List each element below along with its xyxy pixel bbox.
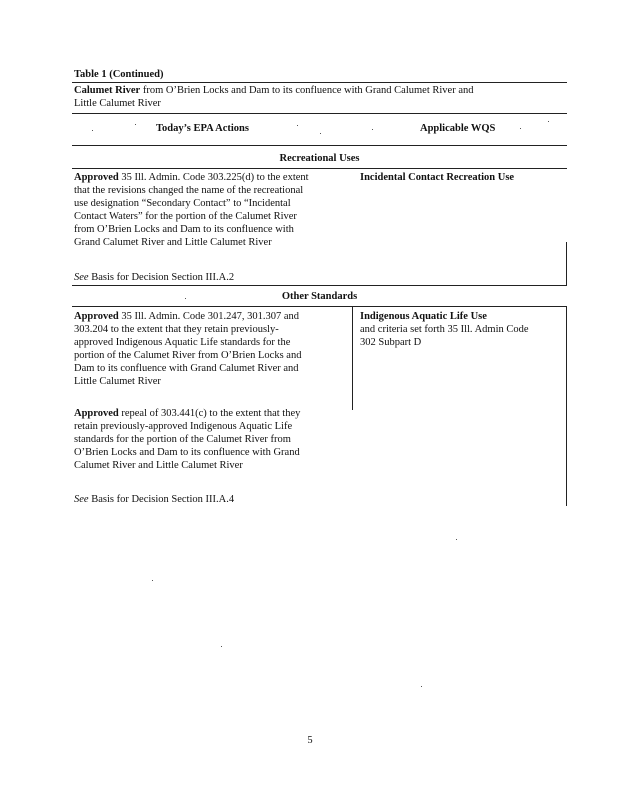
wqs-line: and criteria set forth 35 Ill. Admin Code (360, 324, 529, 335)
water-body-description: from O’Brien Locks and Dam to its confluence with Grand Calumet River and (140, 85, 474, 96)
divider (72, 113, 567, 114)
action-line: Calumet River and Little Calumet River (74, 460, 243, 471)
divider (72, 82, 567, 83)
other-basis: See Basis for Decision Section III.A.4 (74, 494, 235, 505)
action-line: use designation “Secondary Contact” to “Incidental (74, 198, 291, 209)
divider (72, 168, 567, 169)
section-title-recreational: Recreational Uses (279, 153, 360, 164)
divider (72, 145, 567, 146)
approved-label: Approved (74, 311, 119, 322)
action-line: Little Calumet River (74, 376, 161, 387)
other-wqs (360, 310, 565, 349)
action-line: Grand Calumet River and Little Calumet River (74, 237, 272, 248)
scan-speck (92, 130, 93, 131)
scan-speck (520, 128, 521, 129)
page-number: 5 (307, 735, 313, 746)
divider (72, 306, 567, 307)
column-divider (352, 306, 353, 410)
action-line: portion of the Calumet River from O’Brien Locks and (74, 350, 302, 361)
action-line: Contact Waters” for the portion of the Calumet River (74, 211, 297, 222)
other-action-2 (74, 407, 349, 472)
approved-label: Approved (74, 172, 119, 183)
approved-label: Approved (74, 408, 119, 419)
scan-speck (372, 129, 373, 130)
divider (72, 285, 567, 286)
recreational-wqs: Incidental Contact Recreation Use (360, 172, 515, 183)
action-line: 303.204 to the extent that they retain previously- (74, 324, 279, 335)
scan-speck (421, 686, 422, 687)
scan-speck (135, 124, 136, 125)
table-border (566, 242, 567, 286)
action-line: that the revisions changed the name of the recreational (74, 185, 304, 196)
recreational-action (74, 171, 349, 249)
scan-speck (185, 298, 186, 299)
action-line: Dam to its confluence with Grand Calumet River and (74, 363, 299, 374)
table-border (566, 306, 567, 506)
recreational-basis: See Basis for Decision Section III.A.2 (74, 272, 235, 283)
action-line: Approved 35 Ill. Admin. Code 301.247, 301.307 and (74, 311, 299, 322)
see-label: See (74, 272, 89, 283)
scan-speck (456, 539, 457, 540)
action-line: retain previously-approved Indigenous Aquatic Life (74, 421, 293, 432)
table-heading: Table 1 (Continued) (74, 69, 164, 80)
action-line: Approved repeal of 303.441(c) to the extent that they (74, 408, 301, 419)
scan-speck (297, 125, 298, 126)
water-body-name: Calumet River (74, 85, 141, 96)
see-label: See (74, 494, 89, 505)
action-line: standards for the portion of the Calumet River from (74, 434, 291, 445)
wqs-title: Indigenous Aquatic Life Use (360, 311, 487, 322)
action-line: approved Indigenous Aquatic Life standards for the (74, 337, 291, 348)
scan-speck (548, 121, 549, 122)
action-line: from O’Brien Locks and Dam to its confluence with (74, 224, 294, 235)
action-line: Approved 35 Ill. Admin. Code 303.225(d) to the extent (74, 172, 309, 183)
other-action-1 (74, 310, 349, 388)
section-title-other: Other Standards (281, 291, 358, 302)
water-body-line2: Little Calumet River (74, 98, 161, 109)
action-line: O’Brien Locks and Dam to its confluence with Grand (74, 447, 300, 458)
column-header-wqs: Applicable WQS (420, 123, 496, 134)
water-body-line1 (74, 84, 474, 97)
scan-speck (221, 646, 222, 647)
wqs-line: 302 Subpart D (360, 337, 422, 348)
column-header-actions: Today’s EPA Actions (156, 123, 249, 134)
scan-speck (152, 580, 153, 581)
scan-speck (320, 133, 321, 134)
